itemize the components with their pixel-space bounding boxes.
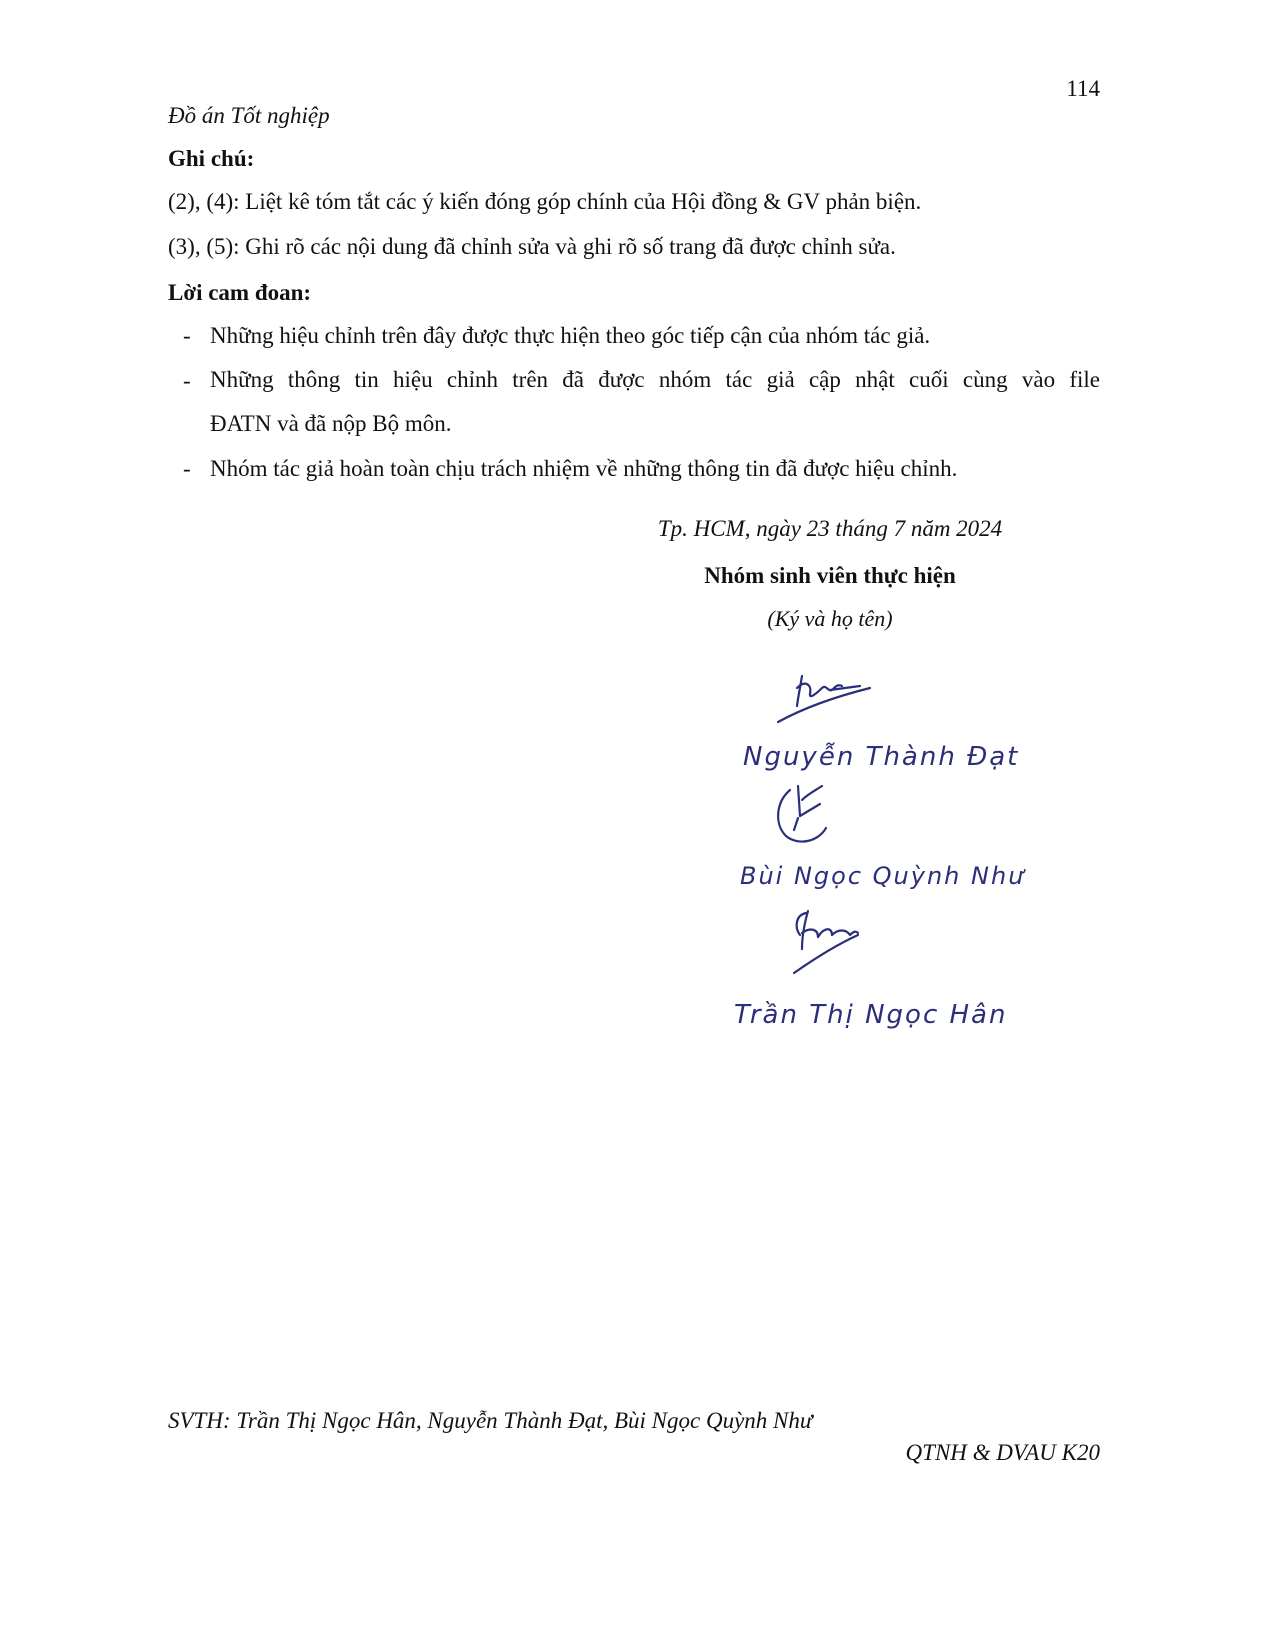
running-title: Đồ án Tốt nghiệp (168, 103, 330, 128)
footer-authors: SVTH: Trần Thị Ngọc Hân, Nguyễn Thành Đạt, Bùi Ngọc Quỳnh Như (168, 1408, 813, 1433)
sign-instruction: (Ký và họ tên) (767, 606, 893, 631)
page-number: 114 (1066, 76, 1100, 101)
commitment-item-3: Nhóm tác giả hoàn toàn chịu trách nhiệm về những thông tin đã được hiệu chỉnh. (210, 456, 958, 481)
commitment-heading: Lời cam đoan: (168, 280, 312, 305)
footer-class-code: QTNH & DVAU K20 (905, 1440, 1100, 1465)
bullet-marker: - (183, 456, 191, 481)
commitment-item-1: Những hiệu chỉnh trên đây được thực hiện theo góc tiếp cận của nhóm tác giả. (210, 323, 931, 348)
bullet-marker: - (183, 368, 191, 393)
note-line-2: (3), (5): Ghi rõ các nội dung đã chỉnh sửa và ghi rõ số trang đã được chỉnh sửa. (168, 234, 896, 259)
signature-1-mark (770, 668, 880, 728)
bullet-marker: - (183, 323, 191, 348)
signature-2-mark (768, 780, 838, 850)
signer-1-name: Nguyễn Thành Đạt (743, 742, 1020, 772)
group-title: Nhóm sinh viên thực hiện (704, 563, 956, 588)
note-line-1: (2), (4): Liệt kê tóm tắt các ý kiến đóng góp chính của Hội đồng & GV phản biện. (168, 189, 922, 214)
commitment-item-2-cont: ĐATN và đã nộp Bộ môn. (210, 411, 452, 436)
signature-3-mark (788, 905, 863, 977)
commitment-item-2: Những thông tin hiệu chỉnh trên đã được nhóm tác giả cập nhật cuối cùng vào file (210, 367, 1100, 392)
signer-2-name: Bùi Ngọc Quỳnh Như (740, 862, 1026, 890)
notes-heading: Ghi chú: (168, 146, 255, 171)
date-line: Tp. HCM, ngày 23 tháng 7 năm 2024 (657, 516, 1003, 541)
signer-3-name: Trần Thị Ngọc Hân (734, 1000, 1008, 1030)
